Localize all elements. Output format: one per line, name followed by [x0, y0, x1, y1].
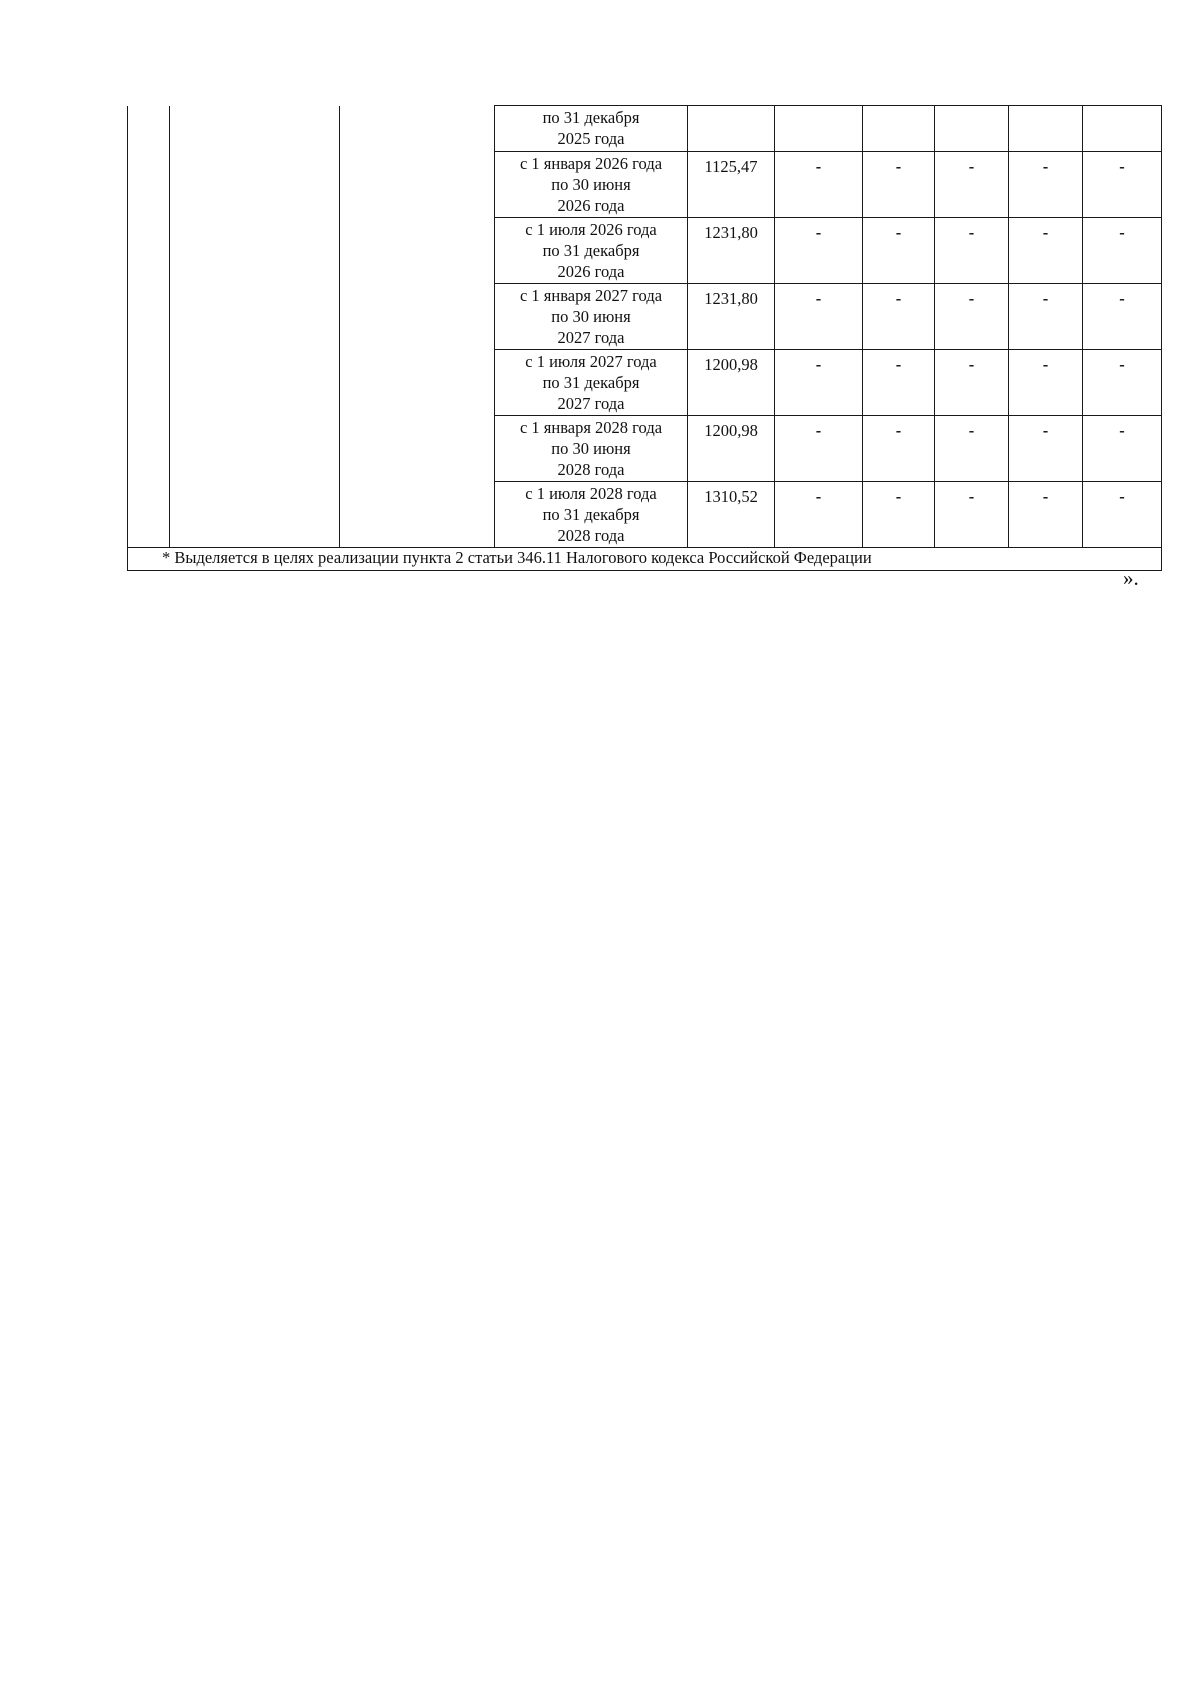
period-cell — [495, 350, 688, 416]
period-line: 2027 года — [557, 328, 625, 347]
dash-cell: - — [1083, 350, 1162, 416]
table-row — [128, 482, 1162, 548]
period-line: по 30 июня — [551, 439, 631, 458]
dash-cell: - — [863, 482, 935, 548]
period-cell — [495, 416, 688, 482]
dash-cell: - — [935, 218, 1009, 284]
table-row — [128, 152, 1162, 218]
period-line: с 1 января 2027 года — [519, 286, 663, 305]
period-line: по 31 декабря — [542, 373, 640, 392]
dash-cell: - — [775, 350, 863, 416]
closing-quote: ». — [1123, 566, 1139, 590]
tariff-value-cell: 1125,47 — [688, 152, 775, 218]
dash-cell: - — [775, 416, 863, 482]
tariff-value-cell: 1200,98 — [688, 350, 775, 416]
period-line: с 1 января 2028 года — [519, 418, 663, 437]
period-line: по 31 декабря — [542, 241, 640, 260]
dash-cell: - — [1083, 284, 1162, 350]
empty-merged-cell — [128, 416, 170, 482]
period-line: с 1 июля 2026 года — [525, 220, 657, 239]
dash-cell — [775, 106, 863, 152]
period-line: 2028 года — [557, 526, 625, 545]
empty-merged-cell — [170, 284, 340, 350]
empty-merged-cell — [128, 284, 170, 350]
empty-merged-cell — [340, 284, 495, 350]
tariff-value-cell — [688, 106, 775, 152]
dash-cell: - — [935, 350, 1009, 416]
period-line: по 31 декабря — [542, 108, 640, 127]
empty-merged-cell — [340, 416, 495, 482]
dash-cell: - — [863, 284, 935, 350]
period-cell — [495, 152, 688, 218]
dash-cell — [1083, 106, 1162, 152]
dash-cell — [863, 106, 935, 152]
dash-cell: - — [775, 152, 863, 218]
dash-cell: - — [775, 218, 863, 284]
dash-cell: - — [1009, 284, 1083, 350]
empty-merged-cell — [128, 218, 170, 284]
table-row — [128, 350, 1162, 416]
period-line: с 1 января 2026 года — [519, 154, 663, 173]
period-line: 2025 года — [557, 129, 625, 148]
period-line: 2026 года — [557, 196, 625, 215]
period-line: по 30 июня — [551, 175, 631, 194]
empty-merged-cell — [170, 106, 340, 152]
tariff-value-cell: 1231,80 — [688, 284, 775, 350]
dash-cell: - — [1009, 482, 1083, 548]
dash-cell: - — [1009, 416, 1083, 482]
empty-merged-cell — [340, 152, 495, 218]
period-cell — [495, 482, 688, 548]
dash-cell: - — [1009, 152, 1083, 218]
dash-cell: - — [1083, 416, 1162, 482]
empty-merged-cell — [170, 350, 340, 416]
table-row — [128, 284, 1162, 350]
dash-cell: - — [935, 152, 1009, 218]
table-row — [128, 106, 1162, 152]
period-line: 2028 года — [557, 460, 625, 479]
dash-cell: - — [1083, 152, 1162, 218]
tariff-value-cell: 1231,80 — [688, 218, 775, 284]
dash-cell: - — [1009, 218, 1083, 284]
dash-cell: - — [863, 350, 935, 416]
empty-merged-cell — [128, 152, 170, 218]
empty-merged-cell — [128, 482, 170, 548]
period-line: 2027 года — [557, 394, 625, 413]
dash-cell: - — [935, 416, 1009, 482]
period-line: с 1 июля 2028 года — [525, 484, 657, 503]
empty-merged-cell — [170, 218, 340, 284]
empty-merged-cell — [340, 218, 495, 284]
dash-cell: - — [775, 284, 863, 350]
empty-merged-cell — [170, 482, 340, 548]
tariff-value-cell: 1310,52 — [688, 482, 775, 548]
table-row — [128, 416, 1162, 482]
empty-merged-cell — [340, 106, 495, 152]
empty-merged-cell — [340, 350, 495, 416]
period-line: по 31 декабря — [542, 505, 640, 524]
dash-cell: - — [863, 416, 935, 482]
dash-cell: - — [1083, 482, 1162, 548]
dash-cell: - — [775, 482, 863, 548]
period-line: с 1 июля 2027 года — [525, 352, 657, 371]
dash-cell: - — [935, 482, 1009, 548]
dash-cell: - — [863, 152, 935, 218]
empty-merged-cell — [170, 152, 340, 218]
empty-merged-cell — [128, 350, 170, 416]
dash-cell — [1009, 106, 1083, 152]
period-line: по 30 июня — [551, 307, 631, 326]
period-line: 2026 года — [557, 262, 625, 281]
period-cell — [495, 106, 688, 152]
footnote-row — [128, 548, 1162, 571]
tariff-table — [127, 105, 1162, 571]
dash-cell: - — [1009, 350, 1083, 416]
empty-merged-cell — [128, 106, 170, 152]
table-row — [128, 218, 1162, 284]
empty-merged-cell — [170, 416, 340, 482]
tariff-value-cell: 1200,98 — [688, 416, 775, 482]
period-cell — [495, 284, 688, 350]
empty-merged-cell — [340, 482, 495, 548]
footnote-text: * Выделяется в целях реализации пункта 2 статьи 346.11 Налогового кодекса Российской Федерации — [128, 548, 1162, 571]
dash-cell: - — [935, 284, 1009, 350]
dash-cell: - — [1083, 218, 1162, 284]
dash-cell — [935, 106, 1009, 152]
period-cell — [495, 218, 688, 284]
dash-cell: - — [863, 218, 935, 284]
